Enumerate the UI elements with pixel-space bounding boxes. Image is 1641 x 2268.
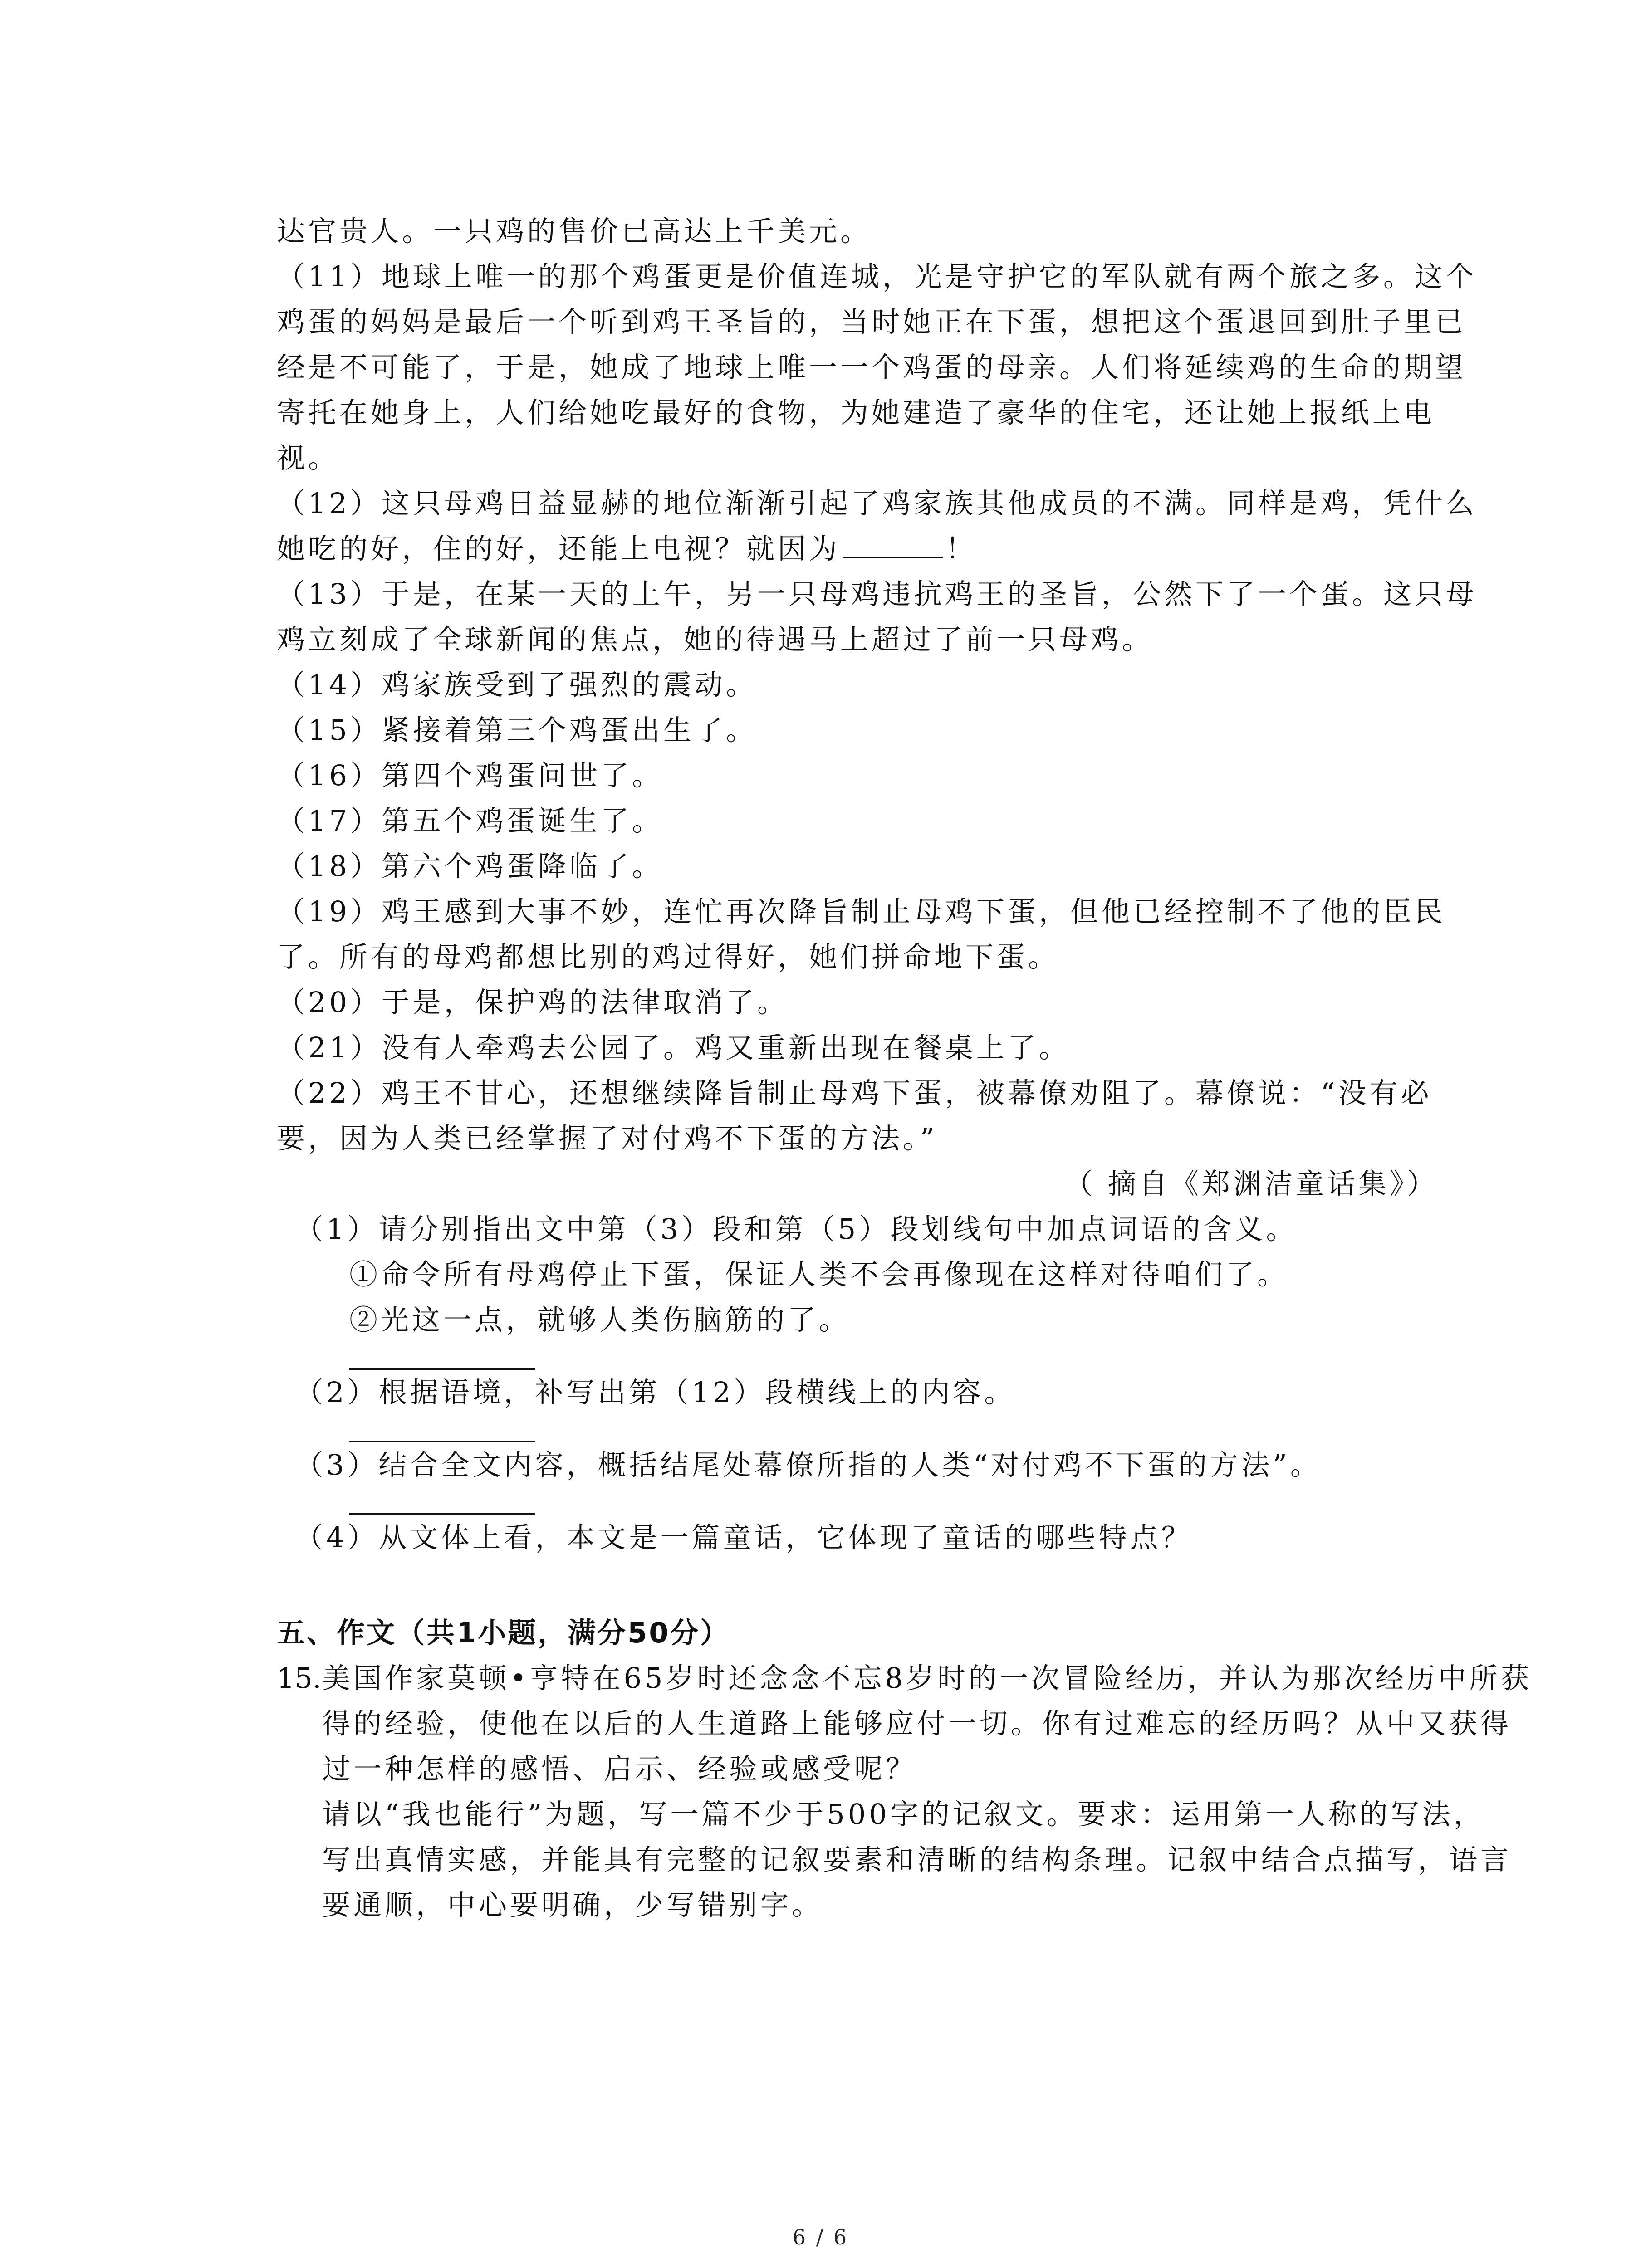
passage-line: 寄托在她身上，人们给她吃最好的食物，为她建造了豪华的住宅，还让她上报纸上电 bbox=[277, 396, 1435, 429]
passage-line: （22）鸡王不甘心，还想继续降旨制止母鸡下蛋，被幕僚劝阻了。幕僚说：“没有必 bbox=[277, 1076, 1432, 1110]
essay-line: 得的经验，使他在以后的人生道路上能够应付一切。你有过难忘的经历吗？从中又获得 bbox=[322, 1707, 1512, 1740]
essay-text: 美国作家莫顿•亨特在65岁时还念念不忘8岁时的一次冒险经历，并认为那次经历中所获 bbox=[322, 1662, 1532, 1695]
essay-line: 写出真情实感，并能具有完整的记叙要素和清晰的结构条理。记叙中结合点描写，语言 bbox=[322, 1843, 1512, 1876]
question-4: （4）从文体上看，本文是一篇童话，它体现了童话的哪些特点？ bbox=[295, 1521, 1193, 1554]
passage-line: （16）第四个鸡蛋问世了。 bbox=[277, 759, 663, 792]
passage-source: （ 摘自《郑渊洁童话集》） bbox=[1064, 1167, 1438, 1200]
passage-line: 鸡蛋的妈妈是最后一个听到鸡王圣旨的，当时她正在下蛋，想把这个蛋退回到肚子里已 bbox=[277, 305, 1467, 338]
passage-line: 鸡立刻成了全球新闻的焦点，她的待遇马上超过了前一只母鸡。 bbox=[277, 623, 1154, 656]
question-number: 15. bbox=[277, 1662, 322, 1695]
question-2: （2）根据语境，补写出第（12）段横线上的内容。 bbox=[295, 1376, 1016, 1409]
passage-line: 视。 bbox=[277, 441, 340, 474]
passage-line: （11）地球上唯一的那个鸡蛋更是价值连城，光是守护它的军队就有两个旅之多。这个 bbox=[277, 260, 1477, 293]
page-number: 6 / 6 bbox=[792, 2225, 849, 2249]
passage-line: 达官贵人。一只鸡的售价已高达上千美元。 bbox=[277, 215, 872, 248]
answer-line[interactable] bbox=[349, 1488, 535, 1515]
answer-line[interactable] bbox=[349, 1415, 535, 1442]
fill-in-blank[interactable] bbox=[843, 529, 943, 558]
essay-line-first bbox=[277, 1656, 1532, 1701]
essay-question bbox=[277, 1656, 1532, 1928]
passage-line-with-blank bbox=[277, 526, 1438, 572]
passage-line: 经是不可能了，于是，她成了地球上唯一一个鸡蛋的母亲。人们将延续鸡的生命的期望 bbox=[277, 351, 1467, 384]
blank-line-text-before: 她吃的好，住的好，还能上电视？就因为 bbox=[277, 532, 841, 565]
passage-line: 要，因为人类已经掌握了对付鸡不下蛋的方法。” bbox=[277, 1122, 938, 1155]
question-3: （3）结合全文内容，概括结尾处幕僚所指的人类“对付鸡不下蛋的方法”。 bbox=[295, 1448, 1322, 1481]
passage-line: （17）第五个鸡蛋诞生了。 bbox=[277, 804, 663, 837]
question-1-item-b: ②光这一点，就够人类伤脑筋的了。 bbox=[349, 1303, 851, 1336]
question-1: （1）请分别指出文中第（3）段和第（5）段划线句中加点词语的含义。 bbox=[295, 1212, 1298, 1246]
answer-line[interactable] bbox=[349, 1343, 535, 1370]
passage-line: （19）鸡王感到大事不妙，连忙再次降旨制止母鸡下蛋，但他已经控制不了他的臣民 bbox=[277, 895, 1446, 928]
passage-line: 了。所有的母鸡都想比别的鸡过得好，她们拼命地下蛋。 bbox=[277, 940, 1060, 973]
page-content bbox=[277, 209, 1532, 1928]
passage-line: （14）鸡家族受到了强烈的震动。 bbox=[277, 668, 757, 701]
passage-line: （18）第六个鸡蛋降临了。 bbox=[277, 850, 663, 883]
passage-line: （12）这只母鸡日益显赫的地位渐渐引起了鸡家族其他成员的不满。同样是鸡，凭什么 bbox=[277, 487, 1477, 520]
question-1-item-a: ①命令所有母鸡停止下蛋，保证人类不会再像现在这样对待咱们了。 bbox=[349, 1258, 1289, 1291]
passage-line: （15）紧接着第三个鸡蛋出生了。 bbox=[277, 714, 757, 747]
section-essay bbox=[277, 1610, 1532, 1928]
section-heading: 五、作文（共1小题，满分50分） bbox=[277, 1616, 730, 1649]
essay-line: 过一种怎样的感悟、启示、经验或感受呢？ bbox=[322, 1752, 917, 1785]
passage-line: （21）没有人牵鸡去公园了。鸡又重新出现在餐桌上了。 bbox=[277, 1031, 1070, 1064]
blank-line-text-after: ！ bbox=[945, 532, 977, 565]
essay-line: 要通顺，中心要明确，少写错别字。 bbox=[322, 1888, 823, 1921]
reading-passage bbox=[277, 209, 1477, 1207]
passage-line: （13）于是，在某一天的上午，另一只母鸡违抗鸡王的圣旨，公然下了一个蛋。这只母 bbox=[277, 577, 1477, 611]
essay-line: 请以“我也能行”为题，写一篇不少于500字的记叙文。要求：运用第一人称的写法， bbox=[322, 1798, 1485, 1831]
question-list bbox=[277, 1207, 1438, 1560]
section-spacer bbox=[277, 1560, 1438, 1610]
passage-line: （20）于是，保护鸡的法律取消了。 bbox=[277, 986, 789, 1019]
